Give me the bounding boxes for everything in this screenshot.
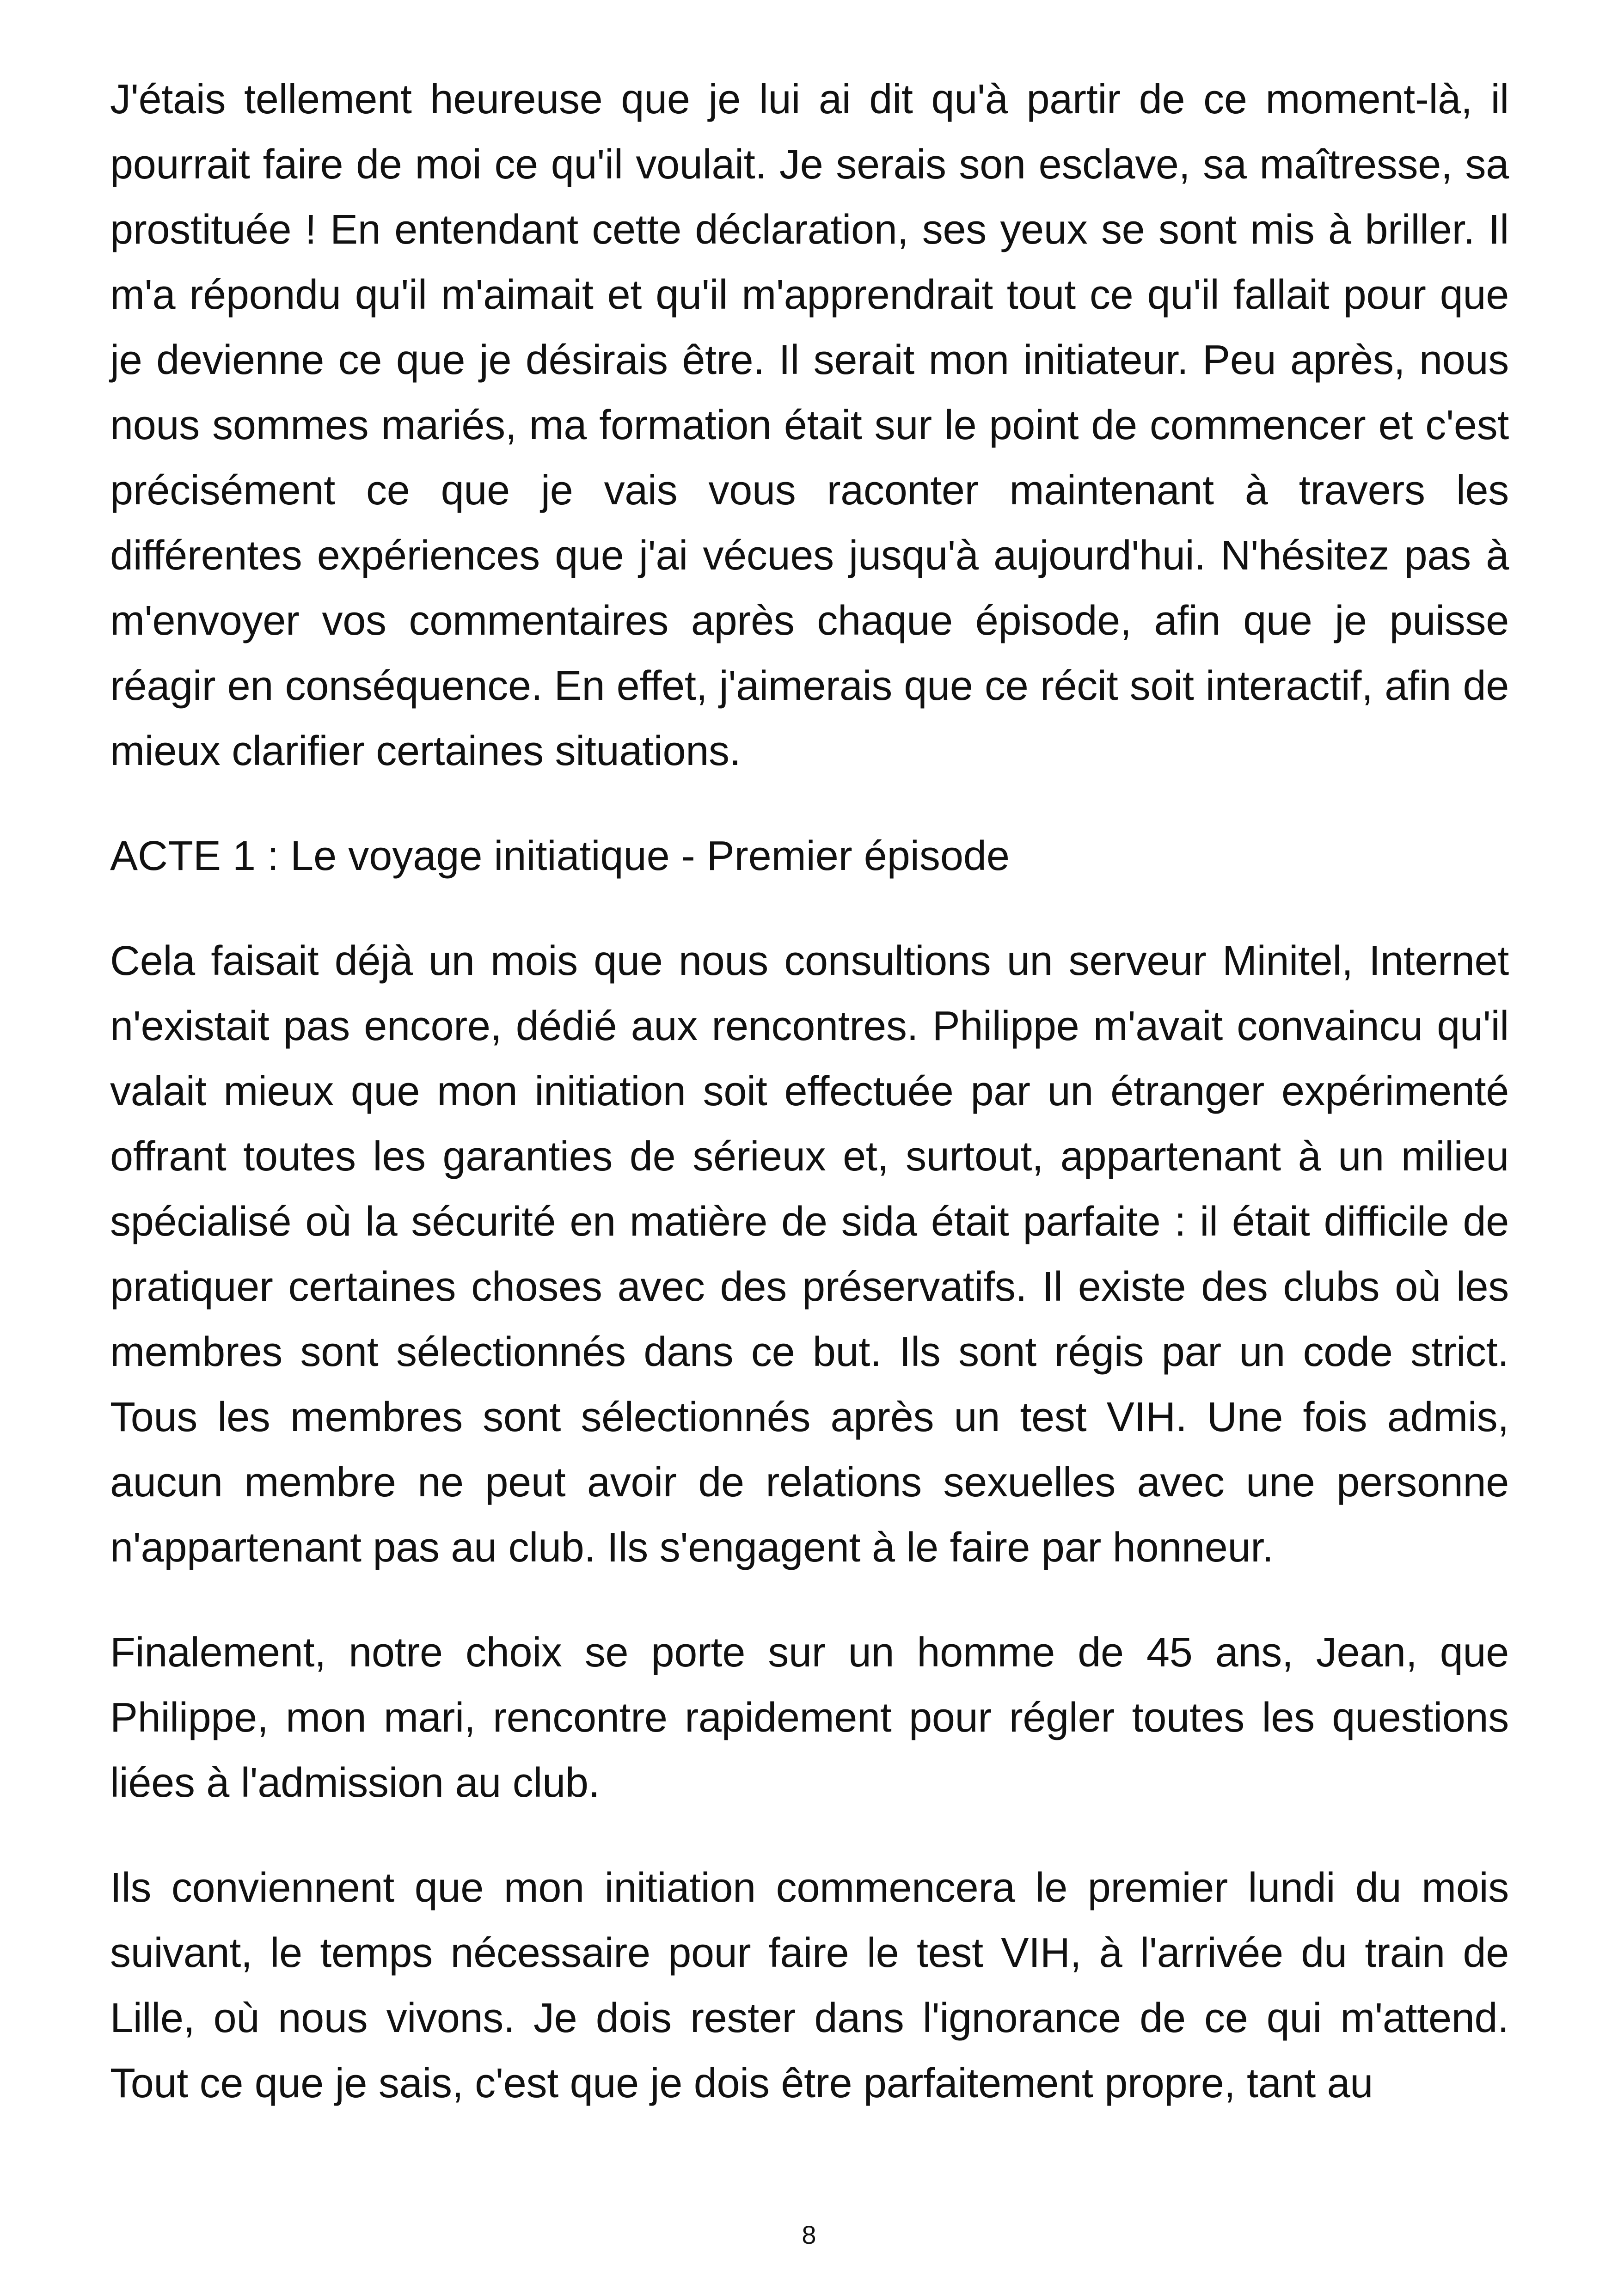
body-text <box>110 67 1509 2116</box>
paragraph-intro: J'étais tellement heureuse que je lui ai dit qu'à partir de ce moment-là, il pourrait faire de moi ce qu'il voulait. Je serais son esclave, sa maîtresse, sa prostituée ! En entendant cette déclaration, ses yeux se sont mis à briller. Il m'a répondu qu'il m'aimait et qu'il m'apprendrait tout ce qu'il fallait pour que je devienne ce que je désirais être. Il serait mon initiateur. Peu après, nous nous sommes mariés, ma formation était sur le point de commencer et c'est précisément ce que je vais vous raconter maintenant à travers les différentes expériences que j'ai vécues jusqu'à aujourd'hui. N'hésitez pas à m'envoyer vos commentaires après chaque épisode, afin que je puisse réagir en conséquence. En effet, j'aimerais que ce récit soit interactif, afin de mieux clarifier certaines situations. <box>110 76 1509 774</box>
paragraph-agreement: Ils conviennent que mon initiation commencera le premier lundi du mois suivant, le temps nécessaire pour faire le test VIH, à l'arrivée du train de Lille, où nous vivons. Je dois rester dans l'ignorance de ce qui m'attend. Tout ce que je sais, c'est que je dois être parfaitement propre, tant au <box>110 1865 1509 2106</box>
page-number: 8 <box>802 2220 816 2249</box>
section-heading: ACTE 1 : Le voyage initiatique - Premier épisode <box>110 833 1010 879</box>
paragraph-minitel: Cela faisait déjà un mois que nous consultions un serveur Minitel, Internet n'existait pas encore, dédié aux rencontres. Philippe m'avait convaincu qu'il valait mieux que mon initiation soit effectuée par un étranger expérimenté offrant toutes les garanties de sérieux et, surtout, appartenant à un milieu spécialisé où la sécurité en matière de sida était parfaite : il était difficile de pratiquer certaines choses avec des préservatifs. Il existe des clubs où les membres sont sélectionnés dans ce but. Ils sont régis par un code strict. Tous les membres sont sélectionnés après un test VIH. Une fois admis, aucun membre ne peut avoir de relations sexuelles avec une personne n'appartenant pas au club. Ils s'engagent à le faire par honneur. <box>110 938 1509 1571</box>
paragraph-choice: Finalement, notre choix se porte sur un homme de 45 ans, Jean, que Philippe, mon mari, rencontre rapidement pour régler toutes les questions liées à l'admission au club. <box>110 1629 1509 1806</box>
